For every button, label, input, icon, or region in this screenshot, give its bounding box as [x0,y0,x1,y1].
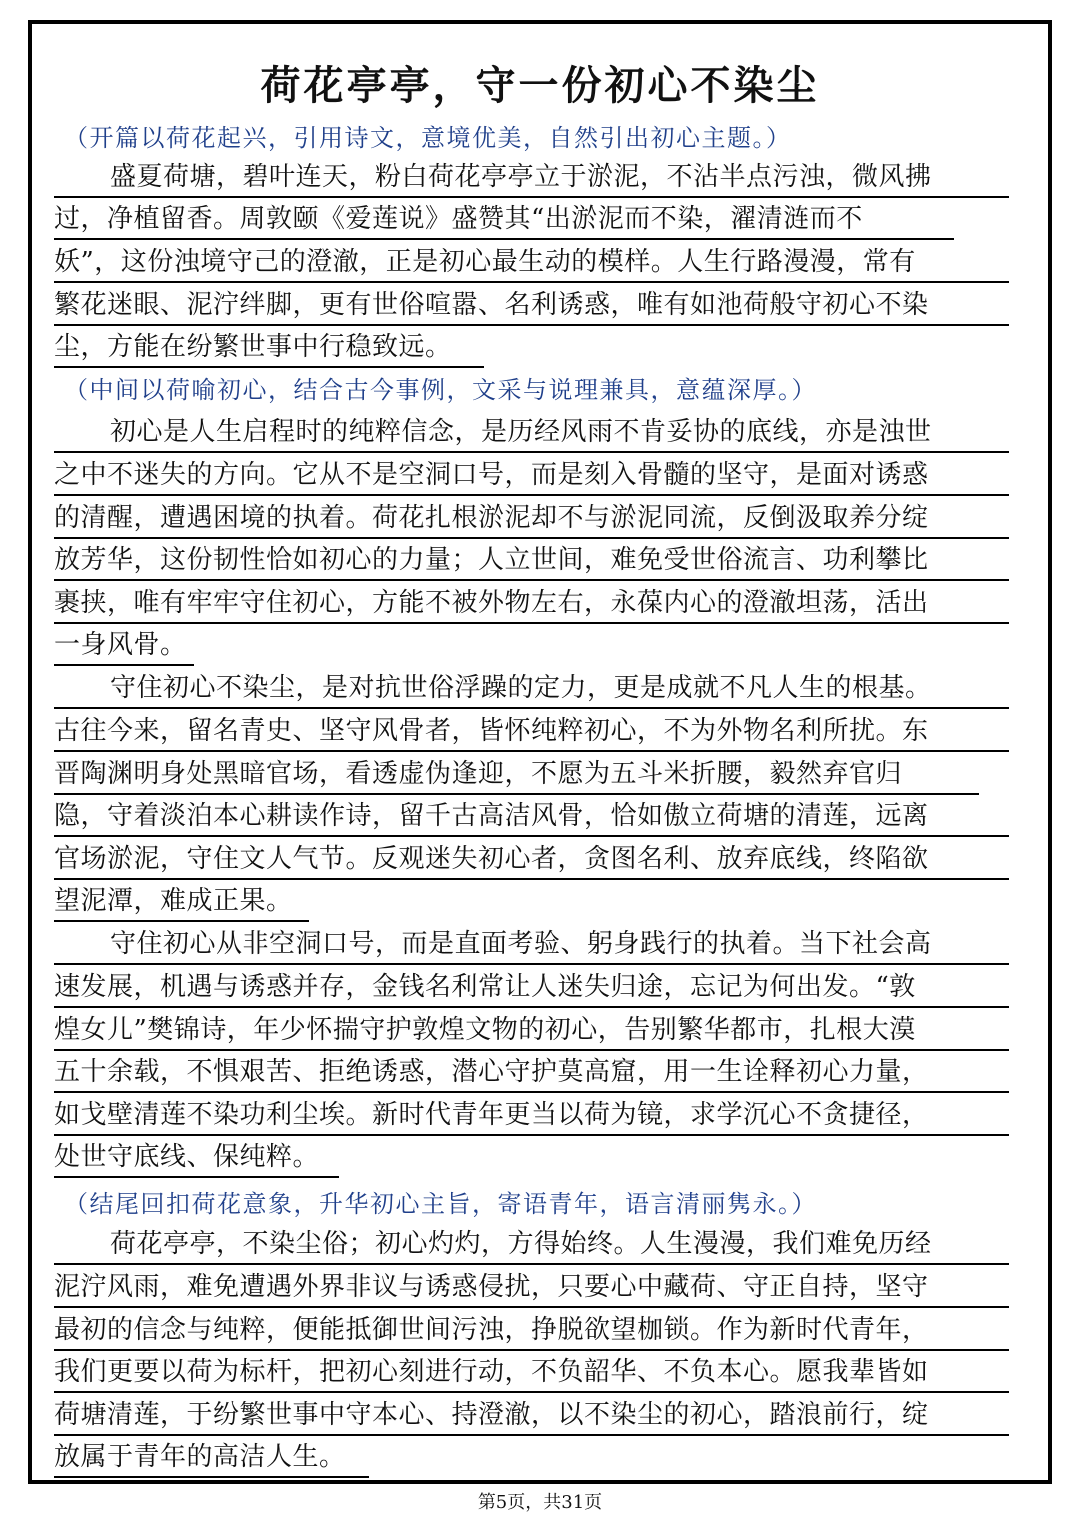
teacher-comment-3: （结尾回扣荷花意象，升华初心主旨，寄语青年，语言清丽隽永。） [64,1190,817,1218]
paragraph-4-line-3: 煌女儿”樊锦诗，年少怀揣守护敦煌文物的初心，告别繁华都市，扎根大漠 [54,1011,1009,1051]
paragraph-5-line-6: 放属于青年的高洁人生。 [54,1438,369,1478]
paragraph-4-line-6: 处世守底线、保纯粹。 [54,1138,339,1178]
paragraph-2-line-3: 的清醒，遭遇困境的执着。荷花扎根淤泥却不与淤泥同流，反倒汲取养分绽 [54,499,1009,539]
paragraph-2-line-6: 一身风骨。 [54,626,194,666]
paragraph-4-line-2: 速发展，机遇与诱惑并存，金钱名利常让人迷失归途，忘记为何出发。“敦 [54,968,1009,1008]
paragraph-1-line-2: 过，净植留香。周敦颐《爱莲说》盛赞其“出淤泥而不染，濯清涟而不 [54,200,954,240]
paragraph-1-line-3: 妖”，这份浊境守己的澄澈，正是初心最生动的模样。人生行路漫漫，常有 [54,243,1009,283]
paragraph-2-line-4: 放芳华，这份韧性恰如初心的力量；人立世间，难免受世俗流言、功利攀比 [54,541,1009,581]
paragraph-4-line-1: 守住初心从非空洞口号，而是直面考验、躬身践行的执着。当下社会高 [54,925,1009,965]
essay-title: 荷花亭亭，守一份初心不染尘 [260,63,820,109]
teacher-comment-1: （开篇以荷花起兴，引用诗文，意境优美，自然引出初心主题。） [64,124,792,152]
paragraph-3-line-5: 官场淤泥，守住文人气节。反观迷失初心者，贪图名利、放弃底线，终陷欲 [54,840,1009,880]
paragraph-1-line-5: 尘，方能在纷繁世事中行稳致远。 [54,328,484,368]
paragraph-5-line-1: 荷花亭亭，不染尘俗；初心灼灼，方得始终。人生漫漫，我们难免历经 [54,1225,1009,1265]
paragraph-3-line-2: 古往今来，留名青史、坚守风骨者，皆怀纯粹初心，不为外物名利所扰。东 [54,712,1009,752]
paragraph-2-line-5: 裹挟，唯有牢牢守住初心，方能不被外物左右，永葆内心的澄澈坦荡，活出 [54,584,1009,624]
paragraph-4-line-4: 五十余载，不惧艰苦、拒绝诱惑，潜心守护莫高窟，用一生诠释初心力量， [54,1053,1009,1093]
paragraph-5-line-2: 泥泞风雨，难免遭遇外界非议与诱惑侵扰，只要心中藏荷、守正自持，坚守 [54,1268,1009,1308]
paragraph-3-line-6: 望泥潭，难成正果。 [54,882,309,922]
teacher-comment-2: （中间以荷喻初心，结合古今事例，文采与说理兼具，意蕴深厚。） [64,376,817,404]
paragraph-5-line-5: 荷塘清莲，于纷繁世事中守本心、持澄澈，以不染尘的初心，踏浪前行，绽 [54,1396,1009,1436]
paragraph-3-line-3: 晋陶渊明身处黑暗官场，看透虚伪逢迎，不愿为五斗米折腰，毅然弃官归 [54,755,979,795]
paragraph-5-line-4: 我们更要以荷为标杆，把初心刻进行动，不负韶华、不负本心。愿我辈皆如 [54,1353,1009,1393]
paragraph-5-line-3: 最初的信念与纯粹，便能抵御世间污浊，挣脱欲望枷锁。作为新时代青年， [54,1311,1009,1351]
paragraph-2-line-2: 之中不迷失的方向。它从不是空洞口号，而是刻入骨髓的坚守，是面对诱惑 [54,456,1009,496]
paragraph-4-line-5: 如戈壁清莲不染功利尘埃。新时代青年更当以荷为镜，求学沉心不贪捷径， [54,1096,1009,1136]
paragraph-1-line-4: 繁花迷眼、泥泞绊脚，更有世俗喧嚣、名利诱惑，唯有如池荷般守初心不染 [54,286,1009,326]
paragraph-3-line-4: 隐，守着淡泊本心耕读作诗，留千古高洁风骨，恰如傲立荷塘的清莲，远离 [54,797,1009,837]
paragraph-2-line-1: 初心是人生启程时的纯粹信念，是历经风雨不肯妥协的底线，亦是浊世 [54,413,1009,453]
paragraph-3-line-1: 守住初心不染尘，是对抗世俗浮躁的定力，更是成就不凡人生的根基。 [54,669,1009,709]
page-number: 第5页，共31页 [477,1492,603,1513]
paragraph-1-line-1: 盛夏荷塘，碧叶连天，粉白荷花亭亭立于淤泥，不沾半点污浊，微风拂 [54,158,1009,198]
